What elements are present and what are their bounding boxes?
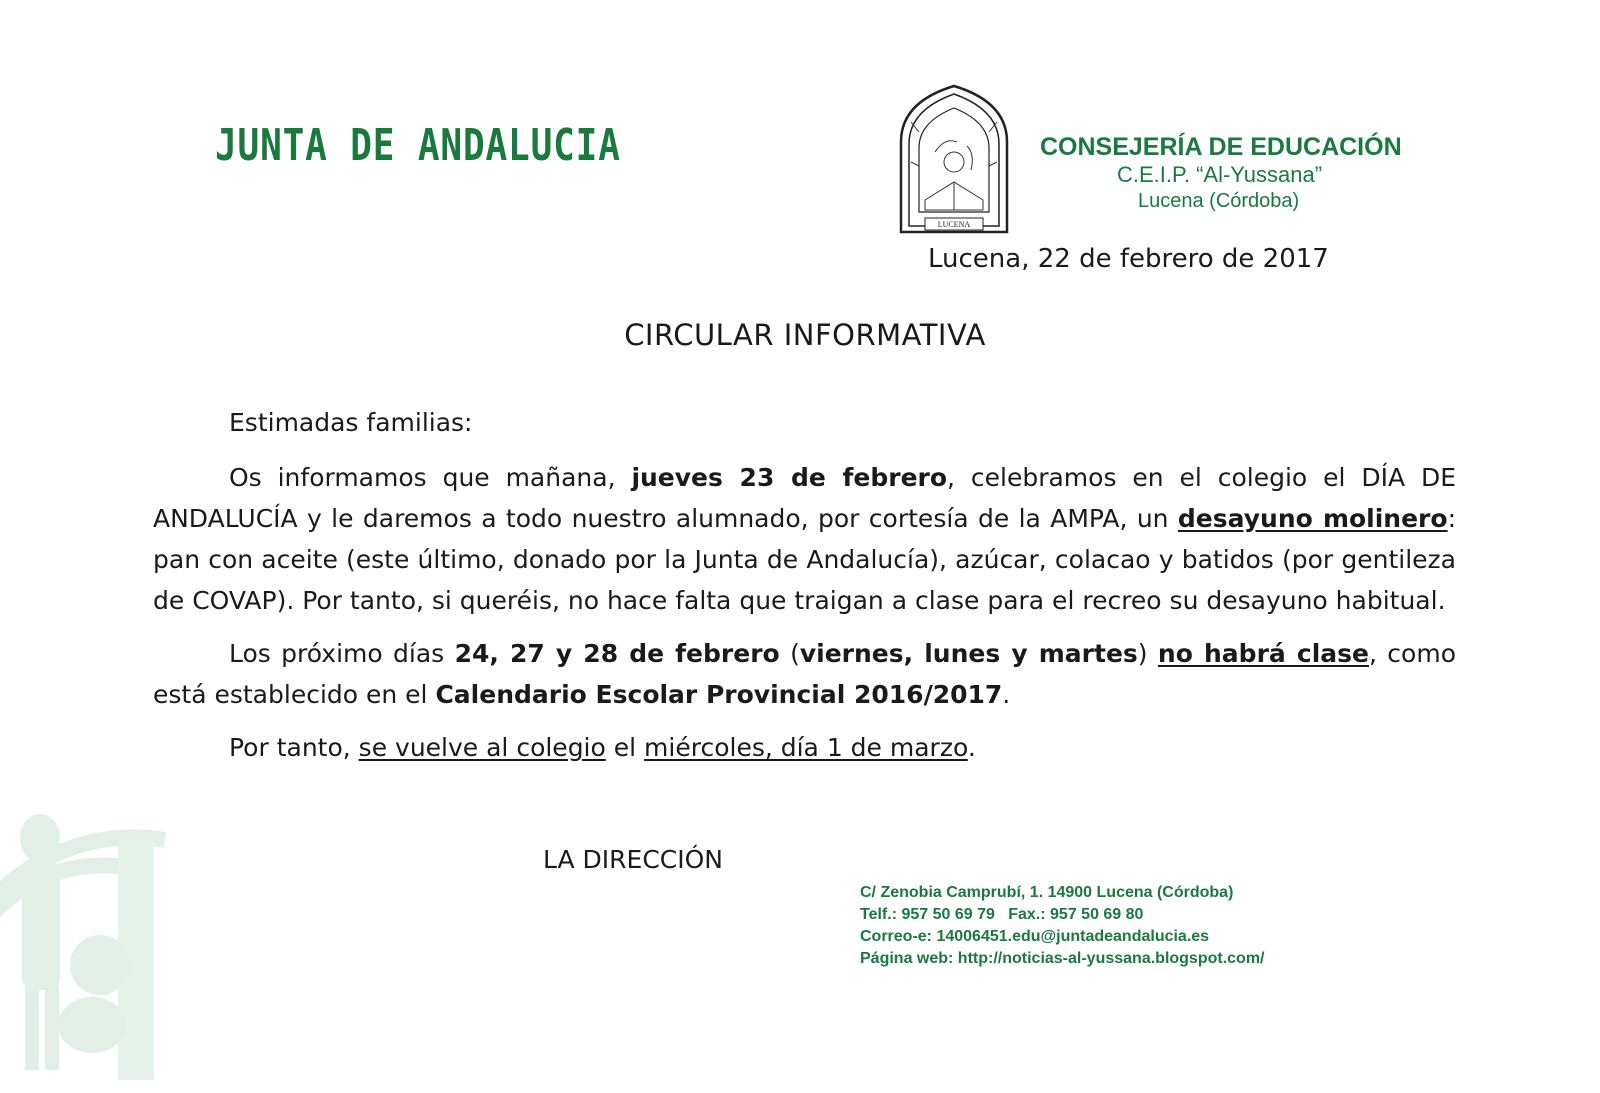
letter-body [153, 402, 1456, 768]
contact-address: C/ Zenobia Camprubí, 1. 14900 Lucena (Córdoba) [860, 884, 1234, 901]
p3-text-a: Por tanto, [229, 733, 359, 762]
junta-de-andalucia-logo: JUNTA DE ANDALUCIA [215, 120, 621, 171]
p1-breakfast-bold: desayuno molinero [1177, 504, 1448, 533]
p2-no-class-bold: no habrá clase [1157, 639, 1369, 668]
signature: LA DIRECCIÓN [543, 845, 724, 874]
p2-dates-bold: 24, 27 y 28 de febrero [454, 639, 780, 668]
p2-text-i: . [1002, 680, 1011, 709]
contact-email: Correo-e: 14006451.edu@juntadeandalucia.es [860, 928, 1210, 945]
p1-date-bold: jueves 23 de febrero [631, 463, 948, 492]
contact-phone: Telf.: 957 50 69 79 Fax.: 957 50 69 80 [860, 906, 1144, 923]
p1-text-c: , celebramos en el colegio el DÍA DE ANDALUCÍA y le daremos a todo nuestro alumnado, por cortesía de la AMPA, un [153, 463, 1457, 533]
document-title-text: CIRCULAR INFORMATIVA [624, 318, 986, 352]
p1-text-e: : pan con aceite (este último, donado por la Junta de Andalucía), azúcar, colacao y batidos (por gentileza de COVAP). Por tanto, si queréis, no hace falta que traigan a clase para el recreo su desayuno habitual. [153, 504, 1457, 615]
greeting: Estimadas familias: [229, 408, 473, 437]
p2-text-c: ( [779, 639, 800, 668]
paragraph-return [153, 727, 1456, 768]
p1-text-a: Os informamos que mañana, [229, 463, 632, 492]
school-city: Lucena (Córdoba) [1138, 190, 1300, 212]
contact-block [860, 882, 1265, 970]
p3-text-e: . [967, 733, 976, 762]
contact-web: Página web: http://noticias-al-yussana.blogspot.com/ [860, 950, 1265, 967]
p2-days-bold: viernes, lunes y martes [799, 639, 1138, 668]
p2-calendar-bold: Calendario Escolar Provincial 2016/2017 [435, 680, 1003, 709]
paragraph-celebration [153, 457, 1456, 621]
school-name: C.E.I.P. “Al-Yussana” [1117, 162, 1323, 187]
p2-text-a: Los próximo días [229, 639, 455, 668]
p3-return-underlined: se vuelve al colegio [358, 733, 606, 762]
letter-date: Lucena, 22 de febrero de 2017 [928, 244, 1329, 274]
p3-text-c: el [605, 733, 645, 762]
junta-emblem-watermark [0, 720, 170, 1080]
department-name: CONSEJERÍA DE EDUCACIÓN [1040, 133, 1402, 161]
school-seal-emblem [895, 82, 1013, 238]
paragraph-no-class [153, 633, 1456, 715]
document-title [0, 318, 1600, 352]
p2-text-g: , como está establecido en el [153, 639, 1456, 709]
seal-bottom-label: LUCENA [937, 220, 971, 229]
p2-text-e: ) [1137, 639, 1158, 668]
p3-date-underlined: miércoles, día 1 de marzo [644, 733, 968, 762]
